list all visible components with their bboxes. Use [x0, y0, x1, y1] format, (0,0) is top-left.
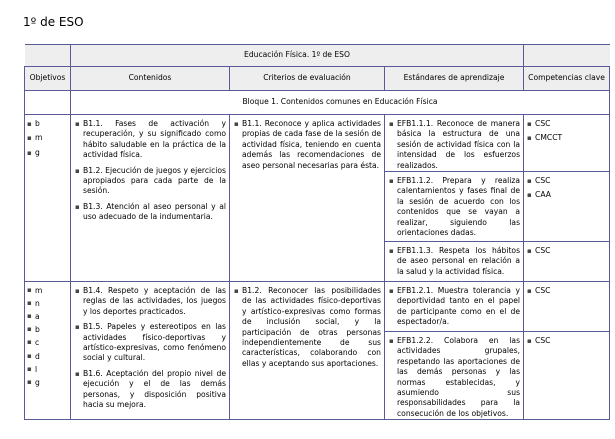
criterios-list-2: [233, 286, 381, 369]
estandar-item: ▪ EFB1.1.2. Prepara y realiza calentamientos y fases final de la sesión de acuerdo con los contenidos que se vayan a realizar, siguiendo las orientaciones dadas.: [388, 176, 520, 238]
objetivo-item: ▪ b: [26, 119, 69, 129]
contenido-item: ▪ B1.4. Respeto y aceptación de las reglas de las actividades, los juegos y los deportes practicados.: [74, 286, 226, 317]
competencias-list: [526, 246, 607, 256]
objetivo-item: ▪ g: [26, 378, 69, 388]
objetivo-item: ▪ d: [26, 352, 69, 362]
contenido-item: ▪ B1.2. Ejecución de juegos y ejercicios apropiados para cada parte de la sesión.: [74, 166, 226, 197]
header-objetivos: Objetivos: [25, 67, 71, 91]
objetivos-list-1: [26, 119, 69, 158]
objetivo-item: ▪ c: [26, 338, 69, 348]
header-contenidos: Contenidos: [71, 67, 230, 91]
bloque-title: Bloque 1. Contenidos comunes en Educación Física: [71, 91, 610, 115]
page-title: 1º de ESO: [23, 15, 84, 29]
competencias-list: [526, 336, 607, 346]
objetivo-item: ▪ m: [26, 286, 69, 296]
competencias-list: [526, 286, 607, 296]
competencia-item: ▪ CSC: [526, 336, 607, 346]
competencia-item: ▪ CMCCT: [526, 133, 607, 143]
estandar-item: ▪ EFB1.2.2. Colabora en las actividades grupales, respetando las aportaciones de las demás personas y las normas establecidas, y asumiendo sus responsabilidades para la consecución de los objetivos.: [388, 336, 520, 419]
competencia-item: ▪ CSC: [526, 286, 607, 296]
competencia-item: ▪ CSC: [526, 246, 607, 256]
competencias-list: [526, 119, 607, 144]
competencias-list: [526, 176, 607, 201]
contenido-item: ▪ B1.5. Papeles y estereotipos en las actividades físico-deportivas y artístico-expresivas, como fenómeno social y cultural.: [74, 322, 226, 364]
criterios-list-1: [233, 119, 381, 171]
competencia-item: ▪ CAA: [526, 190, 607, 200]
objetivo-item: ▪ m: [26, 133, 69, 143]
objetivo-item: ▪ a: [26, 312, 69, 322]
objetivo-item: ▪ n: [26, 299, 69, 309]
objetivos-list-2: [26, 286, 69, 387]
objetivo-item: ▪ b: [26, 325, 69, 335]
curriculum-table: [24, 44, 610, 420]
estandar-item: ▪ EFB1.1.1. Reconoce de manera básica la estructura de una sesión de actividad física con la intensidad de los esfuerzos realizados.: [388, 119, 520, 171]
objetivo-item: ▪ l: [26, 365, 69, 375]
contenidos-list-2: [74, 286, 226, 410]
estandar-item: ▪ EFB1.2.1. Muestra tolerancia y deportividad tanto en el papel de participante como en el de espectador/a.: [388, 286, 520, 328]
header-estandares: Estándares de aprendizaje: [385, 67, 524, 91]
header-competencias: Competencias clave: [524, 67, 610, 91]
competencia-item: ▪ CSC: [526, 119, 607, 129]
contenido-item: ▪ B1.6. Aceptación del propio nivel de ejecución y el de las demás personas, y disposición positiva hacia su mejora.: [74, 369, 226, 411]
contenidos-list-1: [74, 119, 226, 223]
contenido-item: ▪ B1.1. Fases de activación y recuperación, y su significado como hábito saludable en la práctica de la actividad física.: [74, 119, 226, 161]
table-title: Educación Física. 1º de ESO: [71, 45, 524, 67]
header-criterios: Criterios de evaluación: [230, 67, 385, 91]
competencia-item: ▪ CSC: [526, 176, 607, 186]
criterio-item: ▪ B1.1. Reconoce y aplica actividades propias de cada fase de la sesión de actividad física, teniendo en cuenta además las recomendaciones de aseo personal necesarias para ésta.: [233, 119, 381, 171]
contenido-item: ▪ B1.3. Atención al aseo personal y al uso adecuado de la indumentaria.: [74, 202, 226, 223]
estandar-item: ▪ EFB1.1.3. Respeta los hábitos de aseo personal en relación a la salud y la actividad física.: [388, 246, 520, 277]
criterio-item: ▪ B1.2. Reconocer las posibilidades de las actividades físico-deportivas y artístico-expresivas como formas de inclusión social, y la participación de otras personas independientemente de sus características, colaborando con ellas y aceptando sus aportaciones.: [233, 286, 381, 369]
objetivo-item: ▪ g: [26, 148, 69, 158]
